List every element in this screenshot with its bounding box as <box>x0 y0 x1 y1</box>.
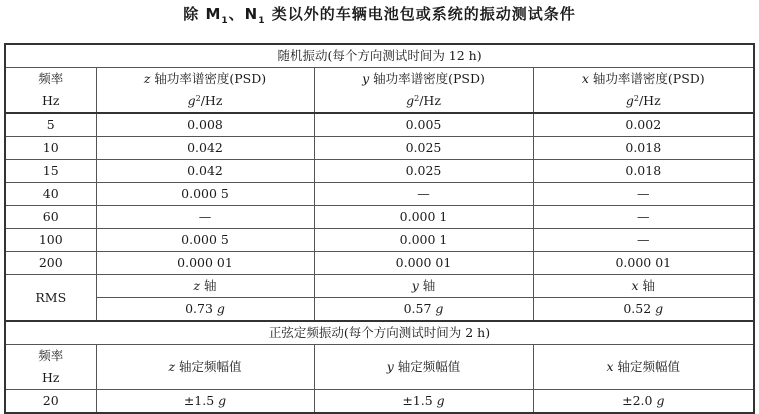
random-vibration-heading-row <box>5 44 754 68</box>
table-title: 除 $M_1$、$N_1$ 类以外的车辆电池包或系统的振动测试条件 <box>183 5 576 26</box>
rms-z-axis: z 轴 <box>96 275 314 298</box>
z-cell: 0.000 5 <box>96 229 314 252</box>
y-cell: 0.025 <box>314 160 533 183</box>
z-psd-unit: $g^2/Hz$ <box>96 90 314 113</box>
psd-header-row <box>5 68 754 91</box>
x-cell: — <box>533 229 754 252</box>
random-vibration-heading: 随机振动(每个方向测试时间为 12 h) <box>5 44 754 68</box>
sine-x-cell: ±2.0 g <box>533 390 754 414</box>
rms-value-row <box>5 298 754 322</box>
rms-x-value: 0.52 g <box>533 298 754 322</box>
y-cell: — <box>314 183 533 206</box>
y-cell: 0.025 <box>314 137 533 160</box>
z-psd-header: z 轴功率谱密度(PSD) <box>96 68 314 91</box>
x-cell: — <box>533 183 754 206</box>
rms-y-value: 0.57 g <box>314 298 533 322</box>
table-row <box>5 252 754 275</box>
table-row <box>5 206 754 229</box>
rms-x-axis: x 轴 <box>533 275 754 298</box>
sine-freq-header: 频率 <box>5 345 96 368</box>
rms-axis-row <box>5 275 754 298</box>
sine-freq-unit: Hz <box>5 367 96 390</box>
z-cell: 0.000 5 <box>96 183 314 206</box>
freq-cell: 200 <box>5 252 96 275</box>
freq-cell: 5 <box>5 113 96 137</box>
x-cell: — <box>533 206 754 229</box>
table-row <box>5 183 754 206</box>
z-cell: 0.008 <box>96 113 314 137</box>
z-cell: 0.000 01 <box>96 252 314 275</box>
table-row <box>5 160 754 183</box>
sine-z-cell: ±1.5 g <box>96 390 314 414</box>
y-cell: 0.000 1 <box>314 206 533 229</box>
table-row <box>5 113 754 137</box>
y-cell: 0.000 01 <box>314 252 533 275</box>
z-amp-header: z 轴定频幅值 <box>96 345 314 390</box>
freq-cell: 60 <box>5 206 96 229</box>
rms-y-axis: y 轴 <box>314 275 533 298</box>
z-cell: 0.042 <box>96 160 314 183</box>
freq-cell: 40 <box>5 183 96 206</box>
sine-vibration-heading: 正弦定频振动(每个方向测试时间为 2 h) <box>5 321 754 345</box>
x-cell: 0.018 <box>533 160 754 183</box>
y-cell: 0.005 <box>314 113 533 137</box>
x-cell: 0.000 01 <box>533 252 754 275</box>
sine-y-cell: ±1.5 g <box>314 390 533 414</box>
table-row <box>5 229 754 252</box>
z-cell: — <box>96 206 314 229</box>
x-psd-header: x 轴功率谱密度(PSD) <box>533 68 754 91</box>
vibration-test-table <box>4 43 755 414</box>
y-psd-header: y 轴功率谱密度(PSD) <box>314 68 533 91</box>
sine-freq-cell: 20 <box>5 390 96 414</box>
rms-z-value: 0.73 g <box>96 298 314 322</box>
freq-header: 频率 <box>5 68 96 91</box>
sine-header-row <box>5 345 754 368</box>
y-amp-header: y 轴定频幅值 <box>314 345 533 390</box>
freq-cell: 10 <box>5 137 96 160</box>
x-psd-unit: $g^2/Hz$ <box>533 90 754 113</box>
psd-unit-row <box>5 90 754 113</box>
freq-unit: Hz <box>5 90 96 113</box>
x-cell: 0.002 <box>533 113 754 137</box>
table-row <box>5 390 754 414</box>
rms-label: RMS <box>5 275 96 322</box>
freq-cell: 100 <box>5 229 96 252</box>
freq-cell: 15 <box>5 160 96 183</box>
y-cell: 0.000 1 <box>314 229 533 252</box>
sine-vibration-heading-row <box>5 321 754 345</box>
x-cell: 0.018 <box>533 137 754 160</box>
z-cell: 0.042 <box>96 137 314 160</box>
table-row <box>5 137 754 160</box>
x-amp-header: x 轴定频幅值 <box>533 345 754 390</box>
y-psd-unit: $g^2/Hz$ <box>314 90 533 113</box>
